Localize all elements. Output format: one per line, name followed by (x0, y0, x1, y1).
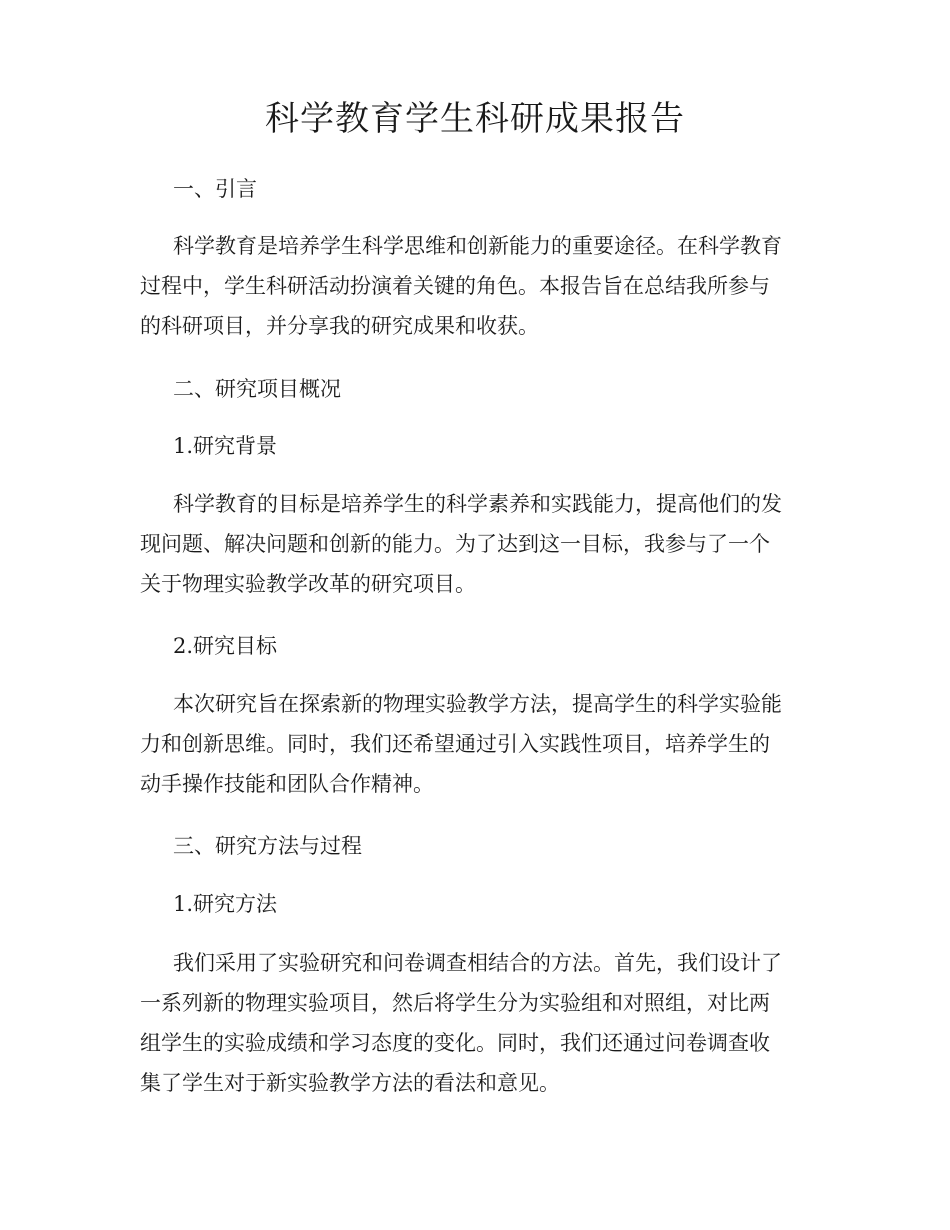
paragraph-line: 科学教育的目标是培养学生的科学素养和实践能力，提高他们的发 (173, 492, 782, 516)
section-heading-overview: 二、研究项目概况 (173, 377, 341, 401)
subheading-goal: 2.研究目标 (173, 634, 278, 658)
subheading-method: 1.研究方法 (173, 892, 278, 916)
paragraph-line: 关于物理实验教学改革的研究项目。 (140, 572, 476, 596)
paragraph-line: 一系列新的物理实验项目，然后将学生分为实验组和对照组，对比两 (140, 991, 770, 1015)
paragraph-line: 现问题、解决问题和创新的能力。为了达到这一目标，我参与了一个 (140, 532, 770, 556)
paragraph-line: 动手操作技能和团队合作精神。 (140, 772, 434, 796)
paragraph-line: 科学教育是培养学生科学思维和创新能力的重要途径。在科学教育 (173, 234, 782, 258)
document-title: 科学教育学生科研成果报告 (265, 99, 685, 139)
paragraph-line: 的科研项目，并分享我的研究成果和收获。 (140, 314, 539, 338)
paragraph-line: 力和创新思维。同时，我们还希望通过引入实践性项目，培养学生的 (140, 732, 770, 756)
section-heading-methods: 三、研究方法与过程 (173, 834, 362, 858)
paragraph-line: 我们采用了实验研究和问卷调查相结合的方法。首先，我们设计了 (173, 951, 782, 975)
subheading-background: 1.研究背景 (173, 434, 278, 458)
paragraph-line: 集了学生对于新实验教学方法的看法和意见。 (140, 1071, 560, 1095)
paragraph-line: 本次研究旨在探索新的物理实验教学方法，提高学生的科学实验能 (173, 692, 782, 716)
paragraph-method (140, 943, 810, 1103)
paragraph-goal (140, 684, 810, 804)
paragraph-intro (140, 226, 810, 346)
section-heading-intro: 一、引言 (173, 177, 257, 201)
paragraph-line: 过程中，学生科研活动扮演着关键的角色。本报告旨在总结我所参与 (140, 274, 770, 298)
paragraph-line: 组学生的实验成绩和学习态度的变化。同时，我们还通过问卷调查收 (140, 1031, 770, 1055)
paragraph-background (140, 484, 810, 604)
